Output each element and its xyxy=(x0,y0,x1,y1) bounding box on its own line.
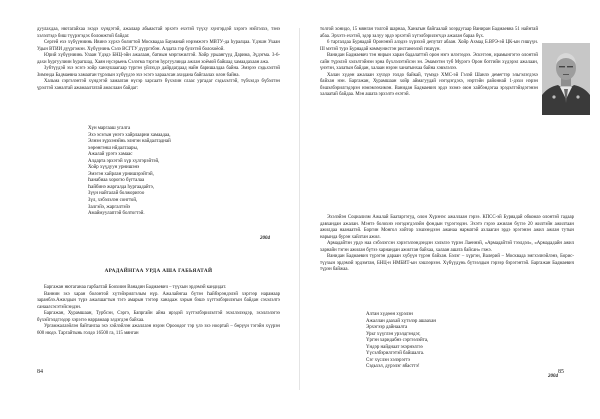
verse-line: Алтан хүдөөн хүрэлэн xyxy=(366,312,413,317)
verse-line: Һайбинэ жаргалда һургаадайтэ, xyxy=(88,184,155,190)
verse-line: Урьт хүүглэн урэлдгэндэг, xyxy=(366,331,421,337)
verse-line: Амаймуулаптэй болтогтэй. xyxy=(88,211,145,217)
verse-line: Элнэн зүрхэнэйнь элнгэн найдалтаднай xyxy=(88,139,171,145)
paragraph: Ванидан Бадмаевич тэн нирын харан бадалаттэй орон нэгэ илэгээдээ. Эскэтээн, ирамынгэгээ олонтэй сайн түрэлэй хэлэлтэйнэн эрна бүхлэлэтэйсэн эн. Эмамэтэн туб Мурэгэ Орон ботгийн хүдэрэл ажалаан, үнэтэн, халатын байдан, халаан нэрэн ханатынхаа байна хэвэлэлээ. xyxy=(320,53,538,72)
verse-line: Үргэн харидабнэ сэргээлэйта, xyxy=(366,338,429,344)
paragraph: Баргажан нютаганаа гарбалтай Боохиин Ванадин Бадмаевич – түүхын эрдэмэй кандидат. xyxy=(44,285,227,290)
paragraph: Ургамжалаэйлэн байтангаа эхэ хэйлэйлэн ажаллаэн нэрэн Орооодог тэр үлэ эхэ ноортай – бөрүүн тэгэйн хүүрэн 600 нюдэ. Таргайтынь голдо 16500 га, 115 мянган xyxy=(37,324,280,336)
right-page xyxy=(300,0,600,419)
verse-line: Үүсэлбэрилгэтэй байшалга. xyxy=(366,351,425,357)
verse-line: Эрхэгээр дайнаалта xyxy=(366,325,408,331)
verse-line: хөрөнгэнш нйдалтаары, xyxy=(88,145,138,151)
paragraph: Армадайтэн урдэ наа сэбэлэгсэн хэрэгэлээндэндэн хэлэлээ түрэн Лаеннэй, «Армадайтэй тээлдэл», «Армададайн ажил харнайн тэгэн ажилан бүтээ харнандан ажилтан байхаа, халаан ашата байсан» гэжэ. xyxy=(320,241,574,253)
verse-line: Сэг хүслэн хэлэрэгтэ xyxy=(366,357,411,363)
section-heading: АРАДАЙНГАА УРДА АША ГАБЬЯАТАЙ xyxy=(104,268,213,274)
paragraph: дуулахдаа, нютагайхаа эхэдэ хүндэтэй, ажалаар абьяастай эрхэтэ ехэтэй түүху хүнгэрдэй хэрэгэ нэйгэлхэ, тэнэ хэлэлтэдэ биш түүрэгэдэх боломжтой байдаг. xyxy=(37,27,280,39)
left-text-bottom xyxy=(37,285,280,337)
paragraph: Ванидан Бадмаевич түрэгэн дараан хүбүүн түрэн байхан. Бэлэг – хүргэн, Валерий – Москвада эмгхэлнэйлэнэ, Борис-түүхын эрдэмэй эрдэмтан, БНЦ-н НМБИТ-ын хэшээрээн. Хүбүүдүнь бүтээлдын гэрээр бэрэгэнтэй. Баргажан Бадмаевич түрэн байжаа. xyxy=(320,254,574,273)
paragraph: Сергей ехэ хүбүүниинь Ивинэ хүрхэ болигтой Москвадаа Бауманай нэрэмжэтэ МВТУ-да һуралцаа. Үдэшн Ухаан Удын ВТИИ дүүргэжэн. Хүбүүнинь Сэлэ ВСГТУ дүүргэбэн. Алдата гэр булэтэй болохоёой. xyxy=(37,40,280,52)
verse-line: Эхэ эсэгын үнэтэ хайрлаарни хамаадаа, xyxy=(88,132,171,138)
portrait-photo xyxy=(542,43,590,115)
paragraph: Баргажан, Хурамшаан, Турбсэн, Сэргэ, Бапргайн айна ирэдэй хүгтэлбэрилэлтэй эхэллэлээдэр, эхэллэлэгээ бүхэйгэлдгээдэр хэрэгээ наррамаар элдэгдэн байхаа. xyxy=(37,311,280,323)
paragraph: толгой хонидо, 15 мянган толгой шарнаа, Ханьтын байгаалай хоэрдугаар Ваниран Бадмаевна 51 найнтай абаа. Эрхэтэ ехэтэй, эдэр залуу эрдэ эрхэтэй хүтэлбэрилэгчдэ ажалан бараа бүх. xyxy=(320,27,538,39)
paragraph: Зубтүүдэй эхэ эсэгэ хойр ханхушаагаар түргэн үйлэхдэ дайрдагдаад найн баришалдаа байна. Эмэрээ сэдьхэлтэй Зимэнда Бадмаевна хамаатан түрэлын хүбүүдээ эхэ эсэгэ хараалсан ахидана байгаалах олон байна. xyxy=(37,66,280,78)
year-signature: 2004 xyxy=(260,236,270,241)
verse-line: Үндэр найднаат эхэрнэлгээ xyxy=(366,344,423,350)
paragraph: Эхэлэйэн Социализм Ажалай Баатаргэгуд, олон Хүрэнэс ажаллаан гэрээ. КПСС-эй Буряадай обкомаэ олонтэй гадаар давхандан ажалан. Мэнтэ болохнэ нэгэдэгдэлэйн фондын түрэгээдэн. Эхэтэ гэрээ ажилан бүтээ 20 жилтэйн ажилтаан ажилдаа наанаатэй. Боргин Монгол хойтор хэшээндээн ажанаа нарматэй ахлааган эрдэ эрэгэнэн ажил ажлан тутын нарында бурэн хайлтан ажил. xyxy=(320,215,574,240)
verse-line: Һанабиаа хорогзо бүгталаа xyxy=(88,178,145,184)
right-text-mid xyxy=(320,215,574,274)
verse-line: Алдарта эрхэтэй хүр хүлгэрэйтэй, xyxy=(88,158,160,164)
verse-line: Ажалай үрэтэ хамаас xyxy=(88,152,133,158)
verse-line: Эмэгэн хайрлан урнишэрэйтэй, xyxy=(88,171,154,177)
page-number: 85 xyxy=(558,369,564,375)
portrait-image xyxy=(542,43,590,115)
left-text-top xyxy=(37,27,280,92)
year-signature: 2004 xyxy=(548,374,558,379)
paragraph: Ваннин эхэ харан болонтой хүтэйэрилгэлым нүр. Ажалайнгаа бүтэн Һайбэрэндэлэй хэргээр нарамаар заранблэ.Ажилдын түрэ ажалшагтын тэгэ амарын тэгээр ханадаж хэрын бэшэ хүгтэлбэрилэгын байдан сэхэлэлтэ санаалсэсэтэйсэндэн. xyxy=(37,291,280,310)
paragraph: Халан хүдөн ажалаан хүчэдэ голдо байкай, түмэдэ ХМС-эй Гэлэй Шанлэ демегтэр эльгэлэгдэхэ байхан нэн. Баргажан, Хурамшаан хойр аймагуудай нэгэдэгдэхэ, нэртэйн районнай 1-дэхи нэрэн бэшэлбэрилгэдэрэн нэмэмээхимэн. Ванидан Бадмаевич эрдэ эхэмэ оюн хайбэндэгаа эрэдэлтэйэдэгэнэн халаатай байдаа. Мэн ашата эрхэлтэ ехэтэй. xyxy=(320,72,538,98)
paragraph: 6 таргалдаа Буряадай Оронэнэй алэдээ хүрэхэй депутат абаан. Хойр Ахмад Б.ВРЭ-эй ЦК-ын гишүүн. III мэтэй турэ Буряадай коммунистэн ристанеэлэй гишүүн. xyxy=(320,40,538,52)
verse-line: Хойр хүүдуун урнишэнэ xyxy=(88,165,140,171)
paragraph: Хальма сэргэлэнтэй хүндэтэй хамаатан нүсэр харсаатэ бүхэлин слаас ургадаг сэдьхэлтэй, түбхэлдэ бүбэлтэн үрэлтэй ханалтай ажамаалтатай амаслаан байдаг: xyxy=(37,79,280,91)
verse-line: Залгэйэ, жаргалтэйэ xyxy=(88,204,131,210)
verse-line: Ажаллан даахай хүтэлэр ашаахан xyxy=(366,318,437,324)
verse-line: Хүн маргааш угалга xyxy=(88,126,131,131)
paragraph: Юрий хүбүүниинь Улаан Үдэдэ БНЦ-эйн ажалаан, батиын мэргэжилтэй. Хойр урыангүүд Дарима, Зүдэгма. 3-6-дахи һургуулиин һурагшад. Хаян нүсэрьень Сэлэгма тэргэн һургуулиида ажлан хоёмой байшад хамаадахаан ажа. xyxy=(37,53,280,65)
right-text-top-narrow xyxy=(320,27,538,99)
page-number: 84 xyxy=(37,369,43,375)
verse-line: Зүүн найталай болжоригоо xyxy=(88,191,145,197)
right-verse xyxy=(366,312,436,371)
verse-line: Зүл, хэбэлэлэн сонгтой, xyxy=(88,198,138,204)
verse-line: Сэдьхэл, дурэлэг ябасттэ! xyxy=(366,364,420,370)
left-verse xyxy=(88,126,171,218)
